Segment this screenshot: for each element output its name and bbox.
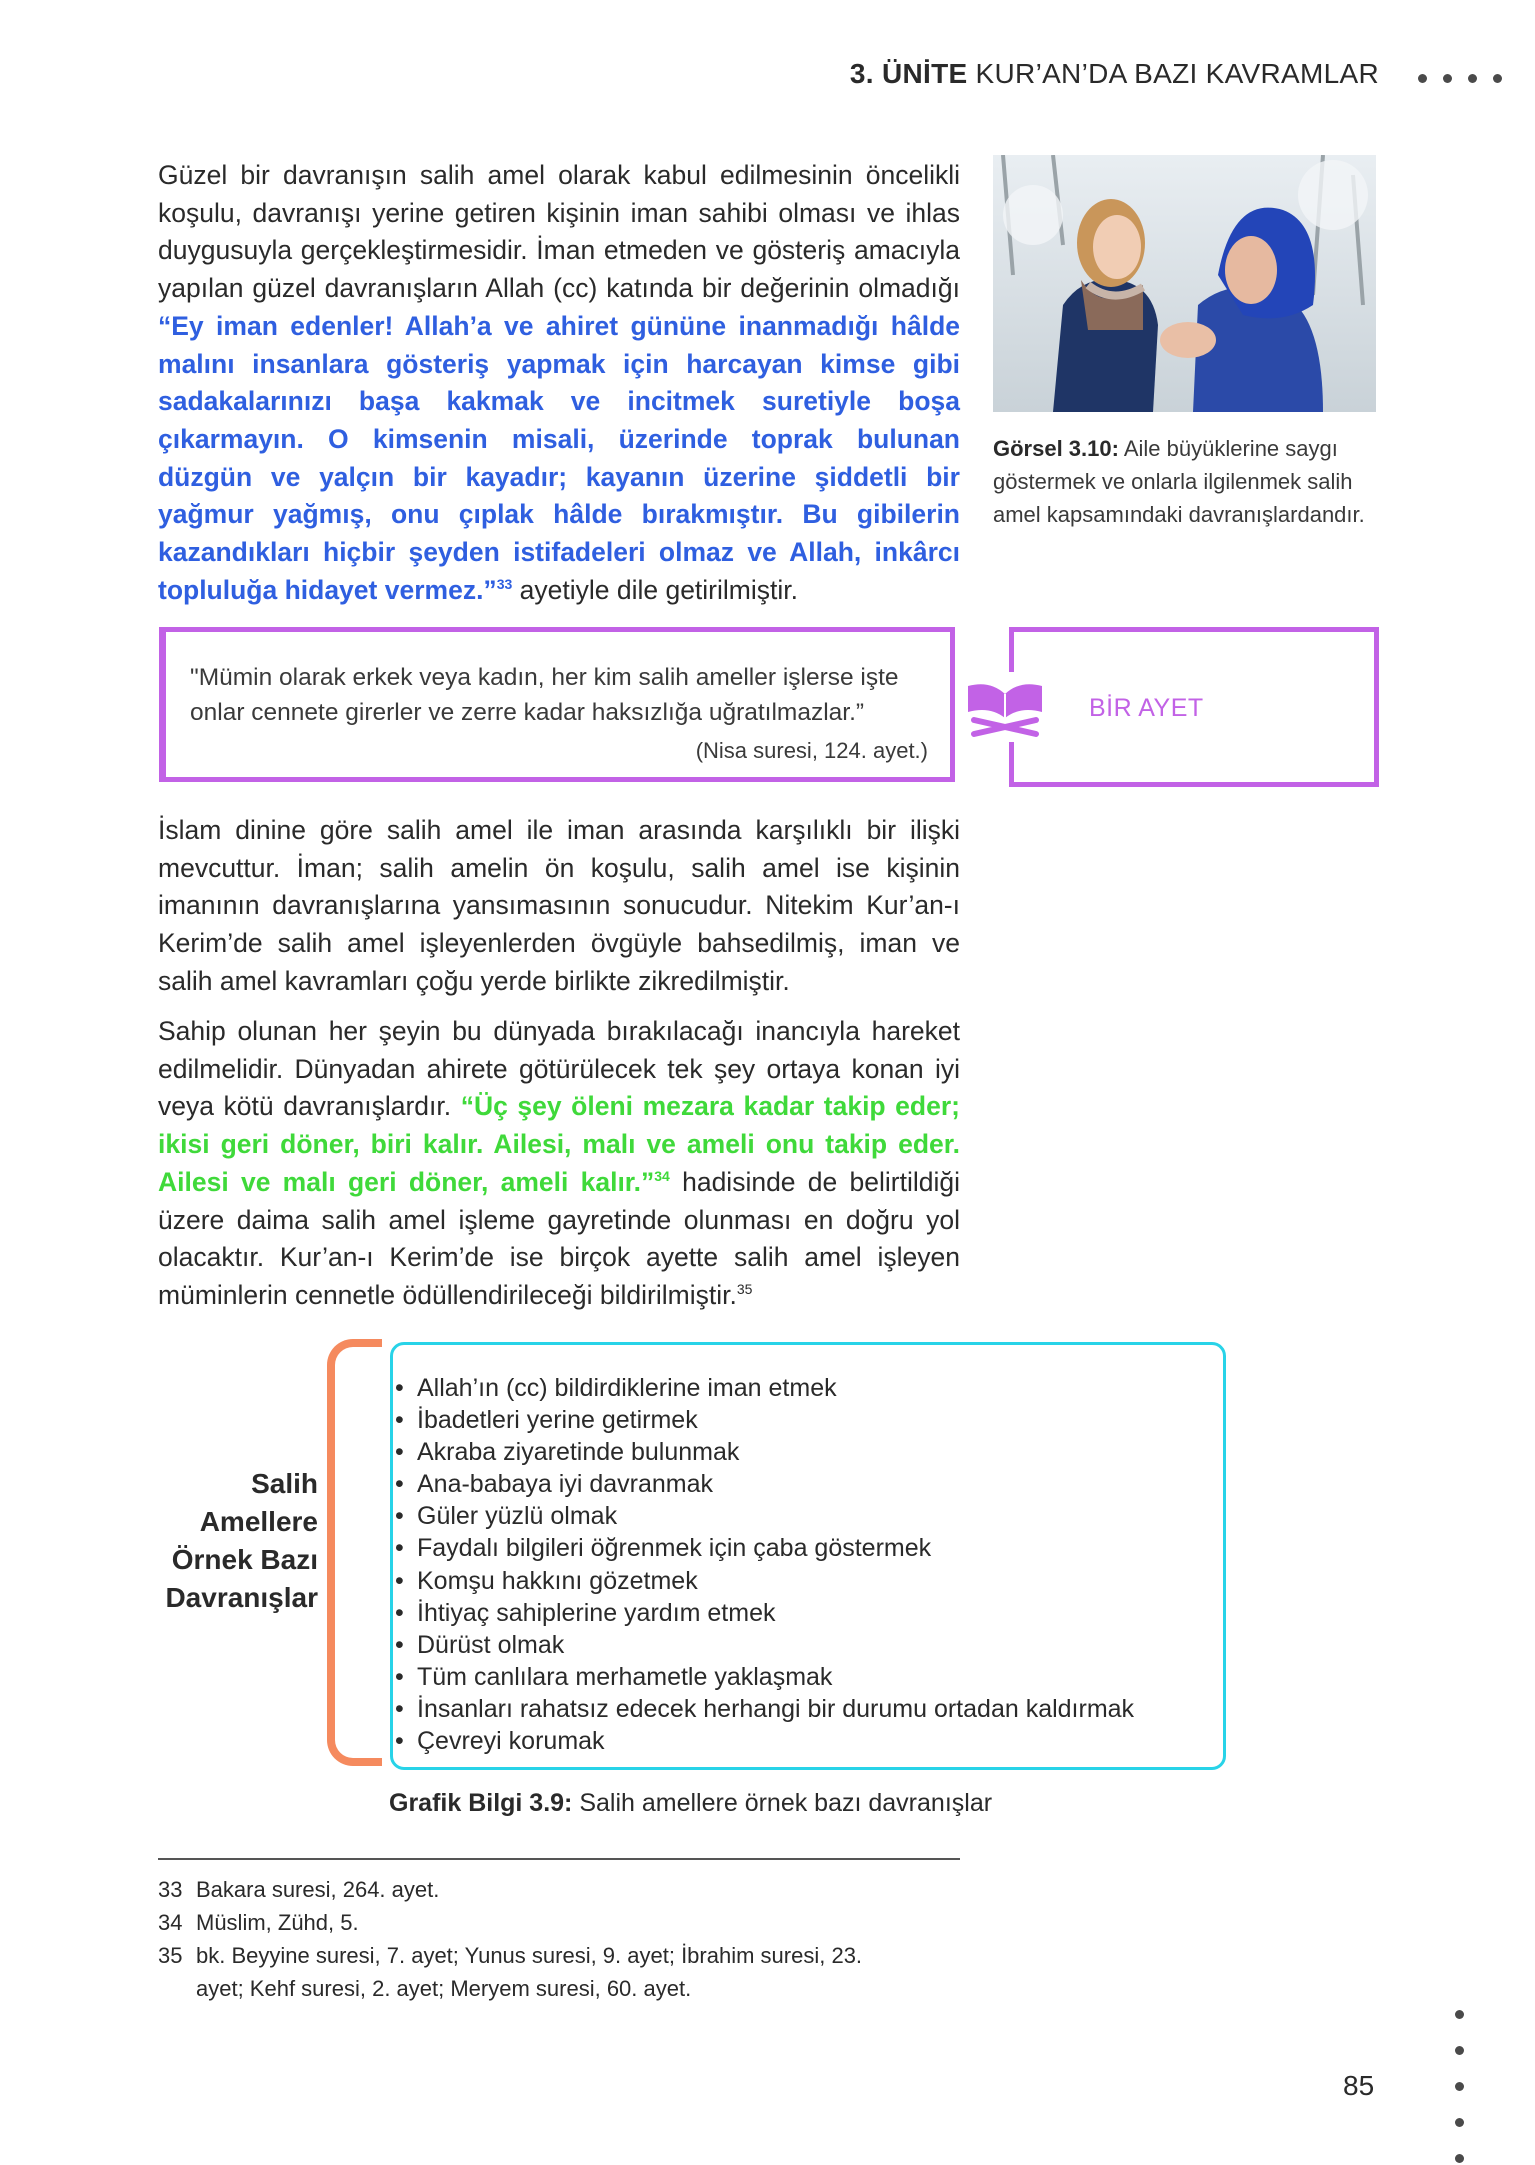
ayet-label: BİR AYET xyxy=(1089,694,1204,722)
paragraph-2: İslam dinine göre salih amel ile iman arasında karşılıklı bir ilişki mevcuttur. İman; salih amelin ön koşulu, salih amel ise kişinin imanının davranışlarına yansımasının sonucudur. Nitekim Kur’an-ı Kerim’de salih amel işleyenlerden övgüyle bahsedilmiş, iman ve salih amel kavramları çoğu yerde birlikte zikredilmiştir. xyxy=(158,815,960,996)
bullet: • xyxy=(395,1406,404,1435)
list-item xyxy=(393,1404,1134,1436)
salih-amel-list-box xyxy=(390,1342,1226,1770)
footnote-ref: 33 xyxy=(496,575,513,592)
list-item xyxy=(393,1532,1134,1564)
list-item-text: Faydalı bilgileri öğrenmek için çaba göstermek xyxy=(417,1534,932,1563)
list-item-text: İhtiyaç sahiplerine yardım etmek xyxy=(417,1598,776,1627)
bullet: • xyxy=(395,1374,404,1402)
list-item xyxy=(393,1372,1134,1404)
footnote-34: 34 Müslim, Zühd, 5. xyxy=(158,1910,359,1935)
bullet: • xyxy=(395,1694,404,1723)
list-item-text: Güler yüzlü olmak xyxy=(417,1502,618,1531)
salih-amel-list xyxy=(393,1372,1134,1757)
ayet-quote-box xyxy=(159,627,955,782)
footnote-ref: 35 xyxy=(736,1281,753,1298)
bullet: • xyxy=(395,1438,404,1467)
bullet: • xyxy=(395,1630,404,1659)
list-item xyxy=(393,1693,1134,1725)
hadith-quote: “Üç şey öleni mezara kadar takip eder; ikisi geri döner, biri kalır. Ailesi, malı ve ameli onu takip eder. Ailesi ve malı geri döner, ameli kalır.” xyxy=(158,1091,960,1197)
figure-caption: Görsel 3.10: Aile büyüklerine saygı göstermek ve onlarla ilgilenmek salih amel kapsamındaki davranışlardandır. xyxy=(993,436,1365,527)
book-icon xyxy=(960,672,1050,742)
bullet: • xyxy=(395,1662,404,1691)
ayet-quote: “Ey iman edenler! Allah’a ve ahiret gününe inanmadığı hâlde malını insanlara gösteriş yapmak için harcayan kimse gibi sadakalarınızı başa kakmak ve incitmek suretiyle boşa çıkarmayın. O kimsenin misali, üzerinde toprak bulunan düzgün ve yalçın bir kayadır; kayanın üzerine şiddetli bir yağmur yağmış, onu çıplak hâlde bırakmıştır. Bu gibilerin kazandıkları hiçbir şeyden istifadeleri olmaz ve Allah, inkârcı topluluğa hidayet vermez.” xyxy=(158,310,960,605)
photo-illustration xyxy=(993,155,1376,412)
ayet-quote-text: "Mümin olarak erkek veya kadın, her kim salih ameller işlerse işte onlar cennete girerler ve zerre kadar haksızlığa uğratılmazlar.” xyxy=(190,664,899,726)
list-item-text: Komşu hakkını gözetmek xyxy=(417,1566,698,1595)
unit-label: 3. ÜNİTE xyxy=(849,58,968,89)
list-item-text: İnsanları rahatsız edecek herhangi bir durumu ortadan kaldırmak xyxy=(417,1694,1135,1723)
graph-caption: Grafik Bilgi 3.9: Salih amellere örnek bazı davranışlar xyxy=(389,1789,993,1817)
figure-label: Görsel 3.10: xyxy=(993,436,1119,461)
bullet: • xyxy=(395,1502,404,1531)
list-item xyxy=(393,1661,1134,1693)
paragraph-3: Sahip olunan her şeyin bu dünyada bırakılacağı inancıyla hareket edilmelidir. Dünyadan ahirete götürülecek tek şey ortaya konan iyi veya kötü davranışlardır. “Üç şey öleni mezara kadar takip eder; ikisi geri döner, biri kalır. Ailesi, malı ve ameli onu takip eder. Ailesi ve malı geri döner, ameli kalır.”$^{34}$ hadisinde de belirtildiği üzere daima salih amel işleme gayretinde olunması en doğru yol olacaktır. Kur’an-ı Kerim’de ise birçok ayette salih amel işleyen müminlerin cennetle ödüllendirileceği bildirilmiştir.$^{35}$ xyxy=(158,1016,960,1310)
list-item xyxy=(393,1565,1134,1597)
list-item xyxy=(393,1500,1134,1532)
list-item xyxy=(393,1725,1134,1757)
bullet: • xyxy=(395,1534,404,1563)
list-item xyxy=(393,1468,1134,1500)
bullet: • xyxy=(395,1727,404,1756)
ayet-source: (Nisa suresi, 124. ayet.) xyxy=(695,738,928,763)
list-item-text: İbadetleri yerine getirmek xyxy=(417,1406,698,1435)
list-item-text: Ana-babaya iyi davranmak xyxy=(417,1470,713,1499)
footnote-divider xyxy=(158,1858,960,1860)
list-item-text: Dürüst olmak xyxy=(417,1630,565,1659)
list-item-text: Allah’ın (cc) bildirdiklerine iman etmek xyxy=(417,1374,837,1402)
bullet: • xyxy=(395,1598,404,1627)
list-item-text: Tüm canlılara merhametle yaklaşmak xyxy=(417,1662,833,1691)
footnote-33: 33 Bakara suresi, 264. ayet. xyxy=(158,1877,440,1902)
page-header xyxy=(850,58,1379,90)
list-item xyxy=(393,1629,1134,1661)
list-item xyxy=(393,1436,1134,1468)
photo-elderly-care xyxy=(993,155,1376,412)
list-item-text: Çevreyi korumak xyxy=(417,1727,605,1756)
page-number: 85 xyxy=(1343,2070,1375,2101)
bullet: • xyxy=(395,1566,404,1595)
diagram-bracket xyxy=(327,1339,382,1766)
bullet: • xyxy=(395,1470,404,1499)
list-item-text: Akraba ziyaretinde bulunmak xyxy=(417,1438,740,1467)
paragraph-1: Güzel bir davranışın salih amel olarak kabul edilmesinin öncelikli koşulu, davranışı yerine getiren kişinin iman sahibi olması ve ihlas duygusuyla gerçekleştirmesidir. İman etmeden ve gösteriş amacıyla yapılan güzel davranışların Allah (cc) katında bir değerinin olmadığı “Ey iman edenler! Allah’a ve ahiret gününe inanmadığı hâlde malını insanlara gösteriş yapmak için harcayan kimse gibi sadakalarınızı başa kakmak ve incitmek suretiyle boşa çıkarmayın. O kimsenin misali, üzerinde toprak bulunan düzgün ve yalçın bir kayadır; kayanın üzerine şiddetli bir yağmur yağmış, onu çıplak hâlde bırakmıştır. Bu gibilerin kazandıkları hiçbir şeyden istifadeleri olmaz ve Allah, inkârcı topluluğa hidayet vermez.”$^{33}$ ayetiyle dile getirilmiştir. xyxy=(158,160,960,605)
diagram-title: Salih Amellere Örnek Bazı Davranışlar xyxy=(165,1468,318,1613)
unit-title: KUR’AN’DA BAZI KAVRAMLAR xyxy=(975,58,1379,89)
graph-caption-label: Grafik Bilgi 3.9: xyxy=(389,1789,573,1817)
footnote-35: 35 bk. Beyyine suresi, 7. ayet; Yunus suresi, 9. ayet; İbrahim suresi, 23. ayet; Kehf suresi, 2. ayet; Meryem suresi, 60. ayet. xyxy=(158,1943,863,2001)
footnote-ref: 34 xyxy=(654,1167,670,1184)
ayet-label-box xyxy=(1009,627,1379,787)
list-item xyxy=(393,1597,1134,1629)
